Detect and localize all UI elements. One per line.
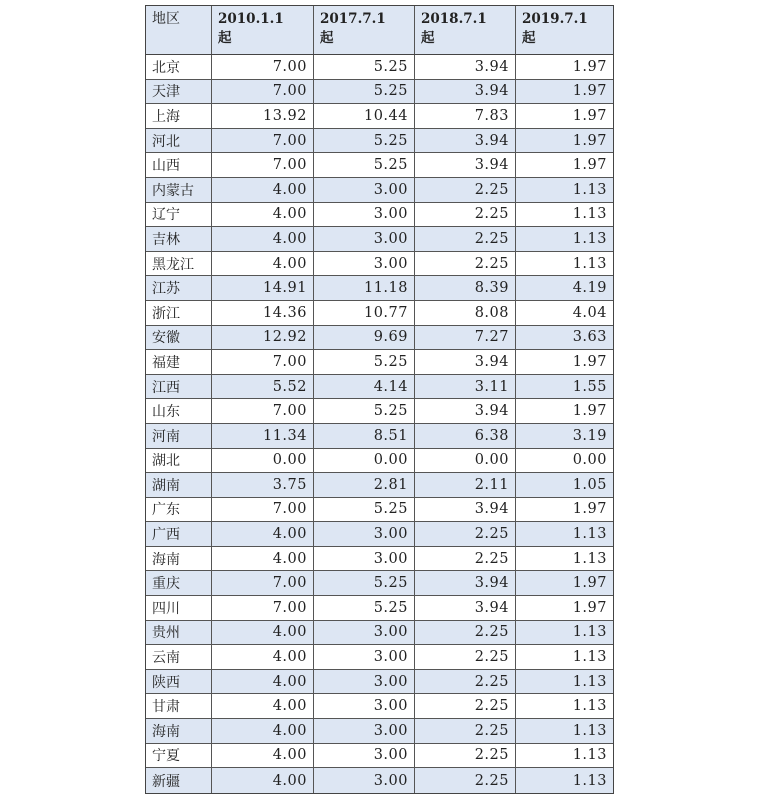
value-2010-cell: 4.00 <box>212 227 314 251</box>
value-2019-cell: 1.97 <box>572 353 607 370</box>
value-2018-cell: 2.25 <box>415 547 516 571</box>
value-2018-cell: 3.94 <box>415 596 516 620</box>
region-cell: 福建 <box>146 350 212 374</box>
value-2010-cell: 4.00 <box>212 203 314 227</box>
value-2010-cell: 7.00 <box>212 596 314 620</box>
value-2018-cell: 2.25 <box>415 645 516 669</box>
value-2017-cell: 5.25 <box>314 55 415 79</box>
region-cell: 山西 <box>146 153 212 177</box>
table-row <box>146 547 613 572</box>
table-row <box>146 744 613 769</box>
region-cell: 安徽 <box>146 326 212 350</box>
value-2017-cell: 3.00 <box>314 694 415 718</box>
value-2019-cell: 1.97 <box>572 132 607 149</box>
value-2010-cell: 4.00 <box>212 694 314 718</box>
value-2018-cell: 3.94 <box>415 498 516 522</box>
value-2017-cell: 3.00 <box>314 719 415 743</box>
table-row <box>146 129 613 154</box>
value-2010-cell: 7.00 <box>212 498 314 522</box>
value-2018-cell: 2.25 <box>415 178 516 202</box>
table-row <box>146 326 613 351</box>
value-2018-cell: 8.08 <box>415 301 516 325</box>
value-2010-cell: 4.00 <box>212 178 314 202</box>
value-2018-cell: 3.94 <box>415 129 516 153</box>
region-cell: 北京 <box>146 55 212 79</box>
region-cell: 黑龙江 <box>146 252 212 276</box>
value-2019-cell: 4.04 <box>572 304 607 321</box>
table-row <box>146 301 613 326</box>
value-2017-cell: 3.00 <box>314 645 415 669</box>
region-cell: 上海 <box>146 104 212 128</box>
header-2010: 2010.1.1 起 <box>212 6 314 54</box>
value-2019-cell: 1.13 <box>572 206 607 223</box>
region-cell: 重庆 <box>146 571 212 595</box>
table-row <box>146 522 613 547</box>
region-cell: 吉林 <box>146 227 212 251</box>
table-header-row <box>146 6 613 55</box>
region-cell: 海南 <box>146 547 212 571</box>
value-2019-cell: 1.97 <box>572 403 607 420</box>
value-2010-cell: 7.00 <box>212 571 314 595</box>
value-2018-cell: 2.25 <box>415 670 516 694</box>
value-2019-cell: 1.13 <box>572 747 607 764</box>
value-2010-cell: 4.00 <box>212 522 314 546</box>
value-2017-cell: 10.44 <box>314 104 415 128</box>
table-row <box>146 178 613 203</box>
value-2017-cell: 3.00 <box>314 744 415 768</box>
value-2018-cell: 3.11 <box>415 375 516 399</box>
value-2018-cell: 3.94 <box>415 571 516 595</box>
header-2018: 2018.7.1 起 <box>415 6 516 54</box>
table-row <box>146 399 613 424</box>
value-2010-cell: 4.00 <box>212 252 314 276</box>
region-cell: 山东 <box>146 399 212 423</box>
table-row <box>146 80 613 105</box>
value-2017-cell: 11.18 <box>314 276 415 300</box>
region-cell: 天津 <box>146 80 212 104</box>
value-2017-cell: 3.00 <box>314 670 415 694</box>
value-2010-cell: 7.00 <box>212 55 314 79</box>
region-cell: 云南 <box>146 645 212 669</box>
value-2019-cell: 1.13 <box>572 673 607 690</box>
value-2018-cell: 2.25 <box>415 252 516 276</box>
value-2010-cell: 14.91 <box>212 276 314 300</box>
table-row <box>146 350 613 375</box>
table-row <box>146 276 613 301</box>
region-cell: 陕西 <box>146 670 212 694</box>
value-2019-cell: 1.55 <box>572 378 607 395</box>
value-2019-cell: 1.97 <box>572 599 607 616</box>
header-2017: 2017.7.1 起 <box>314 6 415 54</box>
table-row <box>146 424 613 449</box>
value-2018-cell: 2.25 <box>415 522 516 546</box>
header-2019: 2019.7.1 起 <box>522 11 588 46</box>
table-row <box>146 596 613 621</box>
value-2010-cell: 4.00 <box>212 645 314 669</box>
value-2018-cell: 3.94 <box>415 55 516 79</box>
value-2017-cell: 2.81 <box>314 473 415 497</box>
table-row <box>146 694 613 719</box>
value-2018-cell: 6.38 <box>415 424 516 448</box>
value-2010-cell: 12.92 <box>212 326 314 350</box>
region-cell: 甘肃 <box>146 694 212 718</box>
region-cell: 内蒙古 <box>146 178 212 202</box>
value-2017-cell: 5.25 <box>314 80 415 104</box>
table-row <box>146 621 613 646</box>
value-2018-cell: 2.11 <box>415 473 516 497</box>
value-2019-cell: 1.97 <box>572 83 607 100</box>
region-cell: 广东 <box>146 498 212 522</box>
value-2019-cell: 1.13 <box>572 649 607 666</box>
value-2010-cell: 4.00 <box>212 719 314 743</box>
value-2019-cell: 1.13 <box>572 772 607 789</box>
value-2010-cell: 3.75 <box>212 473 314 497</box>
value-2017-cell: 3.00 <box>314 227 415 251</box>
value-2018-cell: 2.25 <box>415 203 516 227</box>
value-2017-cell: 5.25 <box>314 498 415 522</box>
value-2019-cell: 1.97 <box>572 501 607 518</box>
region-cell: 广西 <box>146 522 212 546</box>
region-cell: 新疆 <box>146 768 212 793</box>
value-2010-cell: 4.00 <box>212 768 314 793</box>
value-2019-cell: 1.13 <box>572 526 607 543</box>
region-cell: 浙江 <box>146 301 212 325</box>
value-2017-cell: 5.25 <box>314 571 415 595</box>
table-row <box>146 153 613 178</box>
value-2017-cell: 0.00 <box>314 449 415 473</box>
value-2018-cell: 3.94 <box>415 153 516 177</box>
value-2019-cell: 1.13 <box>572 550 607 567</box>
value-2017-cell: 3.00 <box>314 522 415 546</box>
value-2010-cell: 11.34 <box>212 424 314 448</box>
header-region: 地区 <box>146 6 212 54</box>
value-2017-cell: 5.25 <box>314 129 415 153</box>
table-row <box>146 203 613 228</box>
value-2010-cell: 7.00 <box>212 399 314 423</box>
value-2010-cell: 4.00 <box>212 621 314 645</box>
value-2010-cell: 4.00 <box>212 744 314 768</box>
value-2010-cell: 0.00 <box>212 449 314 473</box>
value-2019-cell: 1.13 <box>572 255 607 272</box>
region-cell: 河北 <box>146 129 212 153</box>
value-2019-cell: 1.13 <box>572 722 607 739</box>
table-row <box>146 719 613 744</box>
value-2018-cell: 2.25 <box>415 694 516 718</box>
region-cell: 湖北 <box>146 449 212 473</box>
value-2017-cell: 5.25 <box>314 399 415 423</box>
value-2017-cell: 5.25 <box>314 350 415 374</box>
region-cell: 江苏 <box>146 276 212 300</box>
value-2018-cell: 2.25 <box>415 621 516 645</box>
value-2019-cell: 1.97 <box>572 157 607 174</box>
table-row <box>146 768 613 793</box>
value-2017-cell: 9.69 <box>314 326 415 350</box>
value-2019-cell: 3.63 <box>572 329 607 346</box>
value-2010-cell: 7.00 <box>212 350 314 374</box>
value-2019-cell: 3.19 <box>572 427 607 444</box>
value-2010-cell: 7.00 <box>212 153 314 177</box>
value-2017-cell: 3.00 <box>314 203 415 227</box>
value-2018-cell: 0.00 <box>415 449 516 473</box>
value-2017-cell: 5.25 <box>314 153 415 177</box>
value-2018-cell: 8.39 <box>415 276 516 300</box>
value-2019-cell: 1.05 <box>572 476 607 493</box>
region-cell: 河南 <box>146 424 212 448</box>
table-row <box>146 252 613 277</box>
value-2019-cell: 1.97 <box>572 107 607 124</box>
region-cell: 湖南 <box>146 473 212 497</box>
value-2018-cell: 3.94 <box>415 399 516 423</box>
value-2019-cell: 0.00 <box>572 452 607 469</box>
value-2018-cell: 7.27 <box>415 326 516 350</box>
rate-table <box>145 5 614 794</box>
value-2019-cell: 1.13 <box>572 698 607 715</box>
value-2017-cell: 10.77 <box>314 301 415 325</box>
region-cell: 海南 <box>146 719 212 743</box>
table-row <box>146 104 613 129</box>
value-2019-cell: 1.13 <box>572 624 607 641</box>
value-2010-cell: 13.92 <box>212 104 314 128</box>
value-2019-cell: 1.13 <box>572 230 607 247</box>
value-2017-cell: 8.51 <box>314 424 415 448</box>
table-row <box>146 473 613 498</box>
region-cell: 江西 <box>146 375 212 399</box>
value-2010-cell: 4.00 <box>212 547 314 571</box>
value-2017-cell: 3.00 <box>314 768 415 793</box>
value-2017-cell: 3.00 <box>314 252 415 276</box>
value-2018-cell: 2.25 <box>415 227 516 251</box>
region-cell: 四川 <box>146 596 212 620</box>
value-2018-cell: 3.94 <box>415 350 516 374</box>
value-2019-cell: 1.13 <box>572 181 607 198</box>
table-row <box>146 645 613 670</box>
value-2010-cell: 7.00 <box>212 80 314 104</box>
region-cell: 辽宁 <box>146 203 212 227</box>
value-2018-cell: 2.25 <box>415 768 516 793</box>
table-row <box>146 571 613 596</box>
value-2017-cell: 3.00 <box>314 621 415 645</box>
region-cell: 宁夏 <box>146 744 212 768</box>
value-2010-cell: 14.36 <box>212 301 314 325</box>
region-cell: 贵州 <box>146 621 212 645</box>
value-2017-cell: 5.25 <box>314 596 415 620</box>
table-row <box>146 498 613 523</box>
table-body <box>146 55 613 793</box>
value-2018-cell: 2.25 <box>415 744 516 768</box>
value-2019-cell: 1.97 <box>572 575 607 592</box>
value-2019-cell: 1.97 <box>572 58 607 75</box>
value-2010-cell: 7.00 <box>212 129 314 153</box>
table-row <box>146 227 613 252</box>
value-2018-cell: 2.25 <box>415 719 516 743</box>
table-row <box>146 670 613 695</box>
value-2010-cell: 5.52 <box>212 375 314 399</box>
value-2018-cell: 7.83 <box>415 104 516 128</box>
value-2019-cell: 4.19 <box>572 280 607 297</box>
value-2010-cell: 4.00 <box>212 670 314 694</box>
value-2017-cell: 3.00 <box>314 547 415 571</box>
table-row <box>146 449 613 474</box>
table-row <box>146 375 613 400</box>
value-2017-cell: 4.14 <box>314 375 415 399</box>
table-row <box>146 55 613 80</box>
value-2018-cell: 3.94 <box>415 80 516 104</box>
value-2017-cell: 3.00 <box>314 178 415 202</box>
